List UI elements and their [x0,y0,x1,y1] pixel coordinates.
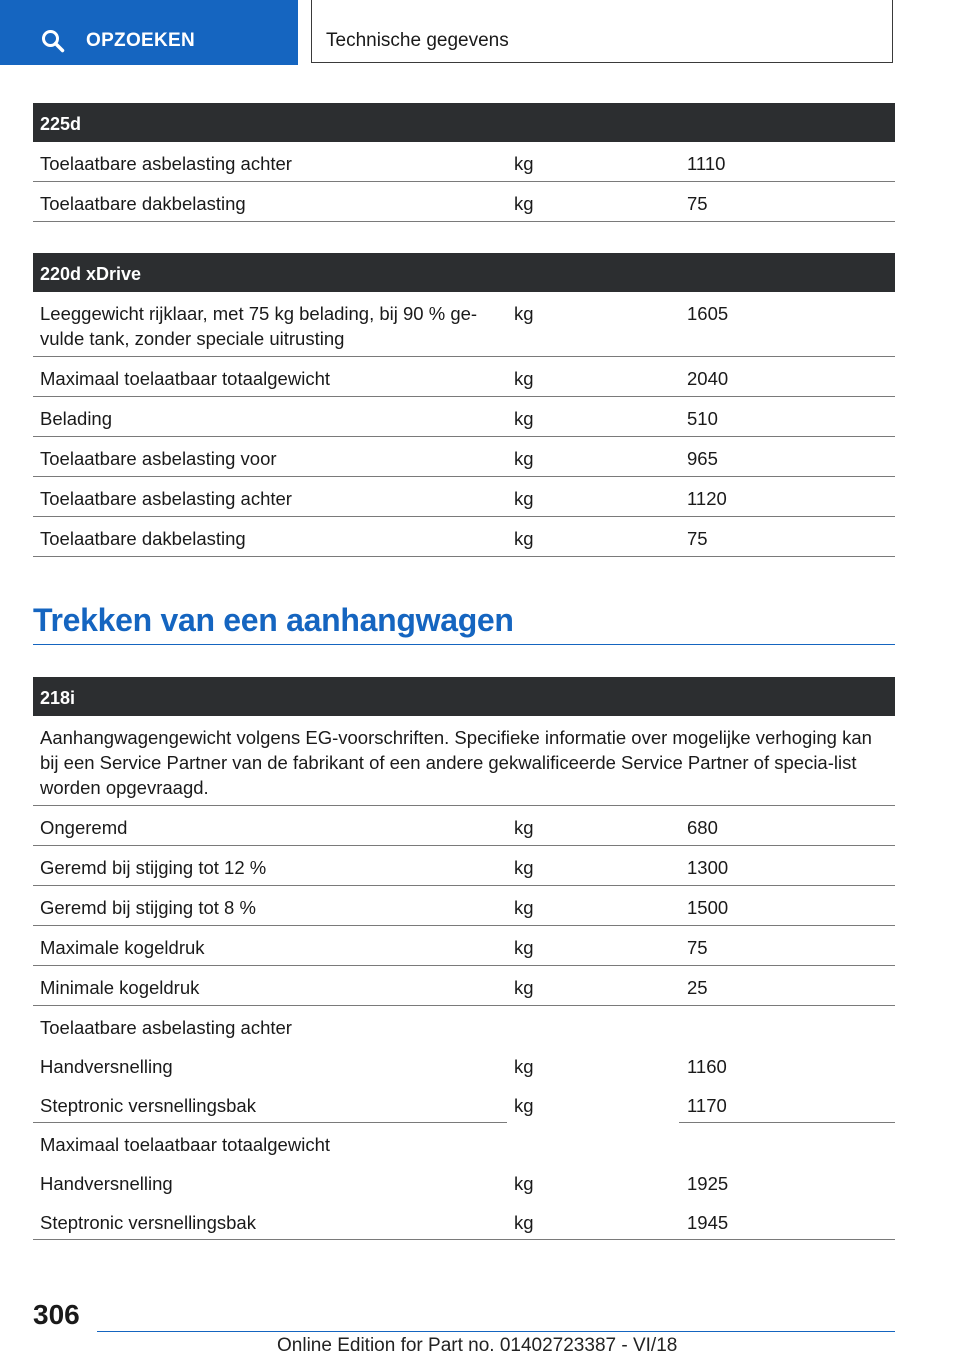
table-header [33,253,895,292]
row-value: 1160 [687,1056,727,1077]
search-label: OPZOEKEN [86,30,196,51]
row-label: Ongeremd [40,817,128,838]
row-value: 75 [687,193,708,214]
table-row [33,966,895,1006]
row-unit: kg [514,937,534,958]
row-unit: kg [514,368,534,389]
table-row [33,926,895,966]
row-label: Maximale kogeldruk [40,937,205,958]
group-heading [33,1006,895,1045]
row-value: 1110 [687,153,726,174]
footer-divider [97,1331,895,1332]
row-value: 1945 [687,1212,729,1233]
row-value: 1605 [687,303,729,324]
group-label: Maximaal toelaatbaar totaalgewicht [40,1134,330,1155]
table-row [33,292,895,357]
row-value: 1500 [687,897,729,918]
row-unit: kg [514,1095,534,1116]
table-title: 220d xDrive [40,264,142,284]
row-value: 1300 [687,857,729,878]
table-row [33,142,895,182]
search-button[interactable] [0,0,298,65]
table-title: 225d [40,114,82,134]
table-header [33,677,895,716]
row-label: Handversnelling [40,1173,173,1194]
table-row [33,437,895,477]
row-unit: kg [514,977,534,998]
top-bar [0,0,960,66]
search-icon [41,29,65,53]
row-value: 1170 [687,1095,727,1116]
row-label: Toelaatbare dakbelasting [40,193,246,214]
table-row [33,886,895,926]
page-number: 306 [33,1299,80,1330]
row-label: Belading [40,408,113,429]
table-row [33,1162,895,1201]
row-unit: kg [514,528,534,549]
row-value: 1120 [687,488,727,509]
row-label: Maximaal toelaatbaar totaalgewicht [40,368,330,389]
table-title: 218i [40,688,76,708]
table-218i [33,677,895,1240]
row-value: 1925 [687,1173,729,1194]
row-value: 965 [687,448,718,469]
section-divider [33,644,895,645]
row-label: Toelaatbare asbelasting achter [40,488,292,509]
note-text: Aanhangwagengewicht volgens EG-voorschriften. Specifieke informatie over mogelijke verhoging kan bij een Service Partner van de fabrikant of een andere gekwalificeerde Service Partner of specia-list worden opgevraagd. [40,727,872,798]
row-unit: kg [514,488,534,509]
row-label: Toelaatbare asbelasting achter [40,153,292,174]
table-row [33,1045,895,1084]
group-label: Toelaatbare asbelasting achter [40,1017,292,1038]
row-unit: kg [514,1212,534,1233]
row-unit: kg [514,408,534,429]
row-unit: kg [514,857,534,878]
table-row [33,182,895,222]
row-unit: kg [514,448,534,469]
footer-edition: Online Edition for Part no. 01402723387 - VI/18 [277,1335,678,1356]
row-label: Geremd bij stijging tot 12 % [40,857,267,878]
row-value: 75 [687,528,708,549]
row-label: Leeggewicht rijklaar, met 75 kg belading, bij 90 % ge-vulde tank, zonder speciale uitrusting [40,303,478,349]
row-unit: kg [514,193,534,214]
row-unit: kg [514,897,534,918]
row-value: 2040 [687,368,729,389]
row-unit: kg [514,1173,534,1194]
table-row [33,397,895,437]
group-heading [33,1123,895,1162]
table-row [33,1201,895,1240]
table-row [33,1084,895,1122]
table-220d-xdrive [33,253,895,557]
breadcrumb[interactable] [311,0,893,63]
row-label: Toelaatbare asbelasting voor [40,448,277,469]
row-label: Toelaatbare dakbelasting [40,528,246,549]
row-unit: kg [514,1056,534,1077]
table-header [33,103,895,142]
table-row [33,806,895,846]
row-label: Steptronic versnellingsbak [40,1212,256,1233]
table-note [33,716,895,806]
row-value: 75 [687,937,708,958]
row-label: Minimale kogeldruk [40,977,200,998]
row-label: Steptronic versnellingsbak [40,1095,256,1116]
table-row [33,357,895,397]
row-value: 680 [687,817,718,838]
table-225d [33,103,895,222]
row-unit: kg [514,153,534,174]
row-unit: kg [514,303,534,324]
row-unit: kg [514,817,534,838]
row-value: 25 [687,977,708,998]
table-row [33,517,895,557]
table-row [33,846,895,886]
table-row [33,477,895,517]
row-label: Handversnelling [40,1056,173,1077]
section-heading: Trekken van een aanhangwagen [33,602,514,638]
breadcrumb-label: Technische gegevens [326,30,509,51]
row-label: Geremd bij stijging tot 8 % [40,897,256,918]
row-value: 510 [687,408,718,429]
